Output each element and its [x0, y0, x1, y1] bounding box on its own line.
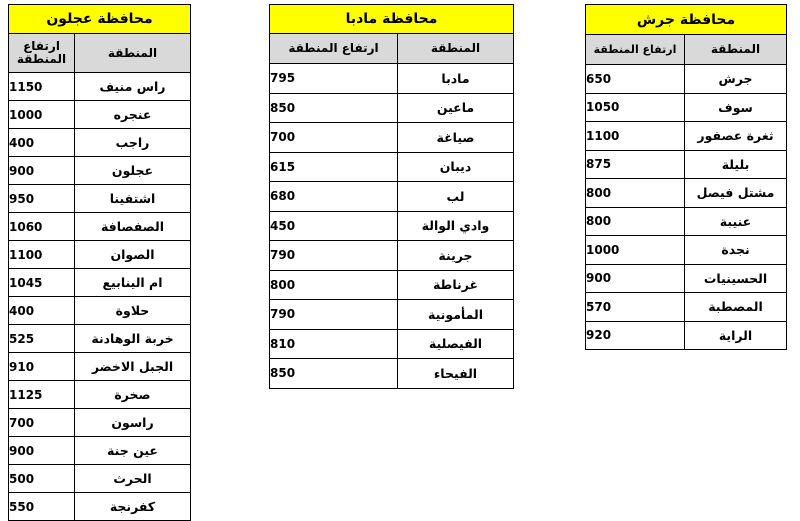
region-cell: مادبا: [398, 64, 514, 94]
table-row: [9, 185, 191, 213]
altitude-cell: 900: [9, 157, 75, 185]
altitude-cell: 400: [9, 129, 75, 157]
table-row: [586, 179, 787, 208]
region-cell: عنجره: [75, 101, 191, 129]
altitude-cell: 615: [270, 152, 398, 182]
table-row: [270, 152, 514, 182]
region-cell: الراية: [685, 321, 787, 350]
altitude-cell: 800: [586, 207, 685, 236]
table-row: [9, 157, 191, 185]
region-cell: جرش: [685, 65, 787, 94]
table-row: [270, 93, 514, 123]
table-row: [9, 101, 191, 129]
table-row: [9, 325, 191, 353]
region-cell: صياغة: [398, 123, 514, 153]
region-cell: سوف: [685, 93, 787, 122]
ajloun-col-alt-label: ارتفاع المنطقة: [16, 39, 67, 66]
table-row: [9, 241, 191, 269]
altitude-cell: 1060: [9, 213, 75, 241]
altitude-cell: 810: [270, 329, 398, 359]
jerash-col-alt: ارتفاع المنطقة: [586, 35, 685, 65]
region-cell: صخرة: [75, 381, 191, 409]
altitude-cell: 1100: [9, 241, 75, 269]
altitude-cell: 850: [270, 359, 398, 389]
altitude-cell: 900: [586, 264, 685, 293]
region-cell: كفرنجة: [75, 493, 191, 521]
region-cell: نجدة: [685, 236, 787, 265]
jerash-title: محافظة جرش: [586, 5, 787, 35]
ajloun-title: محافظة عجلون: [9, 5, 191, 34]
region-cell: الصوان: [75, 241, 191, 269]
jerash-col-region: المنطقة: [685, 35, 787, 65]
table-row: [586, 150, 787, 179]
madaba-title: محافظة مادبا: [270, 5, 514, 34]
table-row: [9, 73, 191, 101]
table-row: [270, 359, 514, 389]
altitude-cell: 450: [270, 211, 398, 241]
ajloun-table: [8, 4, 191, 521]
region-cell: المأمونية: [398, 300, 514, 330]
altitude-cell: 800: [270, 270, 398, 300]
altitude-cell: 700: [9, 409, 75, 437]
altitude-cell: 800: [586, 179, 685, 208]
table-row: [586, 236, 787, 265]
altitude-cell: 1100: [586, 122, 685, 151]
region-cell: حلاوة: [75, 297, 191, 325]
table-row: [270, 211, 514, 241]
region-cell: مشتل فيصل: [685, 179, 787, 208]
table-row: [9, 409, 191, 437]
region-cell: عجلون: [75, 157, 191, 185]
table-row: [270, 123, 514, 153]
jerash-table: [585, 4, 787, 350]
region-cell: خربة الوهادنة: [75, 325, 191, 353]
madaba-table: [269, 4, 514, 389]
region-cell: راسون: [75, 409, 191, 437]
table-row: [586, 207, 787, 236]
altitude-cell: 910: [9, 353, 75, 381]
ajloun-rows: [9, 73, 191, 521]
region-cell: المصطبة: [685, 293, 787, 322]
madaba-rows: [270, 64, 514, 389]
ajloun-col-region: المنطقة: [75, 34, 191, 73]
table-row: [270, 64, 514, 94]
altitude-cell: 790: [270, 300, 398, 330]
region-cell: لب: [398, 182, 514, 212]
altitude-cell: 525: [9, 325, 75, 353]
region-cell: بليلة: [685, 150, 787, 179]
altitude-cell: 570: [586, 293, 685, 322]
altitude-cell: 850: [270, 93, 398, 123]
madaba-col-region: المنطقة: [398, 34, 514, 64]
region-cell: الفيحاء: [398, 359, 514, 389]
table-row: [586, 293, 787, 322]
altitude-cell: 795: [270, 64, 398, 94]
table-row: [9, 465, 191, 493]
altitude-cell: 650: [586, 65, 685, 94]
altitude-cell: 680: [270, 182, 398, 212]
altitude-cell: 700: [270, 123, 398, 153]
altitude-cell: 400: [9, 297, 75, 325]
table-row: [9, 353, 191, 381]
altitude-cell: 790: [270, 241, 398, 271]
region-cell: ديبان: [398, 152, 514, 182]
region-cell: ثغرة عصفور: [685, 122, 787, 151]
table-row: [586, 122, 787, 151]
madaba-col-alt: ارتفاع المنطقة: [270, 34, 398, 64]
altitude-cell: 900: [9, 437, 75, 465]
altitude-cell: 920: [586, 321, 685, 350]
table-row: [270, 241, 514, 271]
altitude-cell: 950: [9, 185, 75, 213]
table-row: [586, 264, 787, 293]
region-cell: راس منيف: [75, 73, 191, 101]
region-cell: غرناطة: [398, 270, 514, 300]
region-cell: الجبل الاخضر: [75, 353, 191, 381]
region-cell: ام الينابيع: [75, 269, 191, 297]
region-cell: جرينة: [398, 241, 514, 271]
altitude-cell: 1125: [9, 381, 75, 409]
altitude-cell: 1000: [9, 101, 75, 129]
altitude-cell: 1000: [586, 236, 685, 265]
altitude-cell: 500: [9, 465, 75, 493]
table-row: [9, 269, 191, 297]
region-cell: الحسينيات: [685, 264, 787, 293]
table-row: [9, 129, 191, 157]
altitude-cell: 1045: [9, 269, 75, 297]
region-cell: عين جنة: [75, 437, 191, 465]
region-cell: راجب: [75, 129, 191, 157]
region-cell: الحرث: [75, 465, 191, 493]
table-row: [9, 381, 191, 409]
region-cell: اشتفينا: [75, 185, 191, 213]
table-row: [9, 437, 191, 465]
table-row: [270, 270, 514, 300]
jerash-rows: [586, 65, 787, 350]
ajloun-col-alt: [9, 34, 75, 73]
altitude-cell: 875: [586, 150, 685, 179]
region-cell: الفيصلية: [398, 329, 514, 359]
table-row: [270, 182, 514, 212]
table-row: [586, 65, 787, 94]
region-cell: ماعين: [398, 93, 514, 123]
region-cell: الصفصافة: [75, 213, 191, 241]
region-cell: عنيبة: [685, 207, 787, 236]
region-cell: وادي الوالة: [398, 211, 514, 241]
table-row: [586, 93, 787, 122]
altitude-cell: 1050: [586, 93, 685, 122]
table-row: [9, 297, 191, 325]
table-row: [9, 213, 191, 241]
table-row: [270, 300, 514, 330]
altitude-cell: 550: [9, 493, 75, 521]
table-row: [9, 493, 191, 521]
altitude-cell: 1150: [9, 73, 75, 101]
table-row: [586, 321, 787, 350]
table-row: [270, 329, 514, 359]
